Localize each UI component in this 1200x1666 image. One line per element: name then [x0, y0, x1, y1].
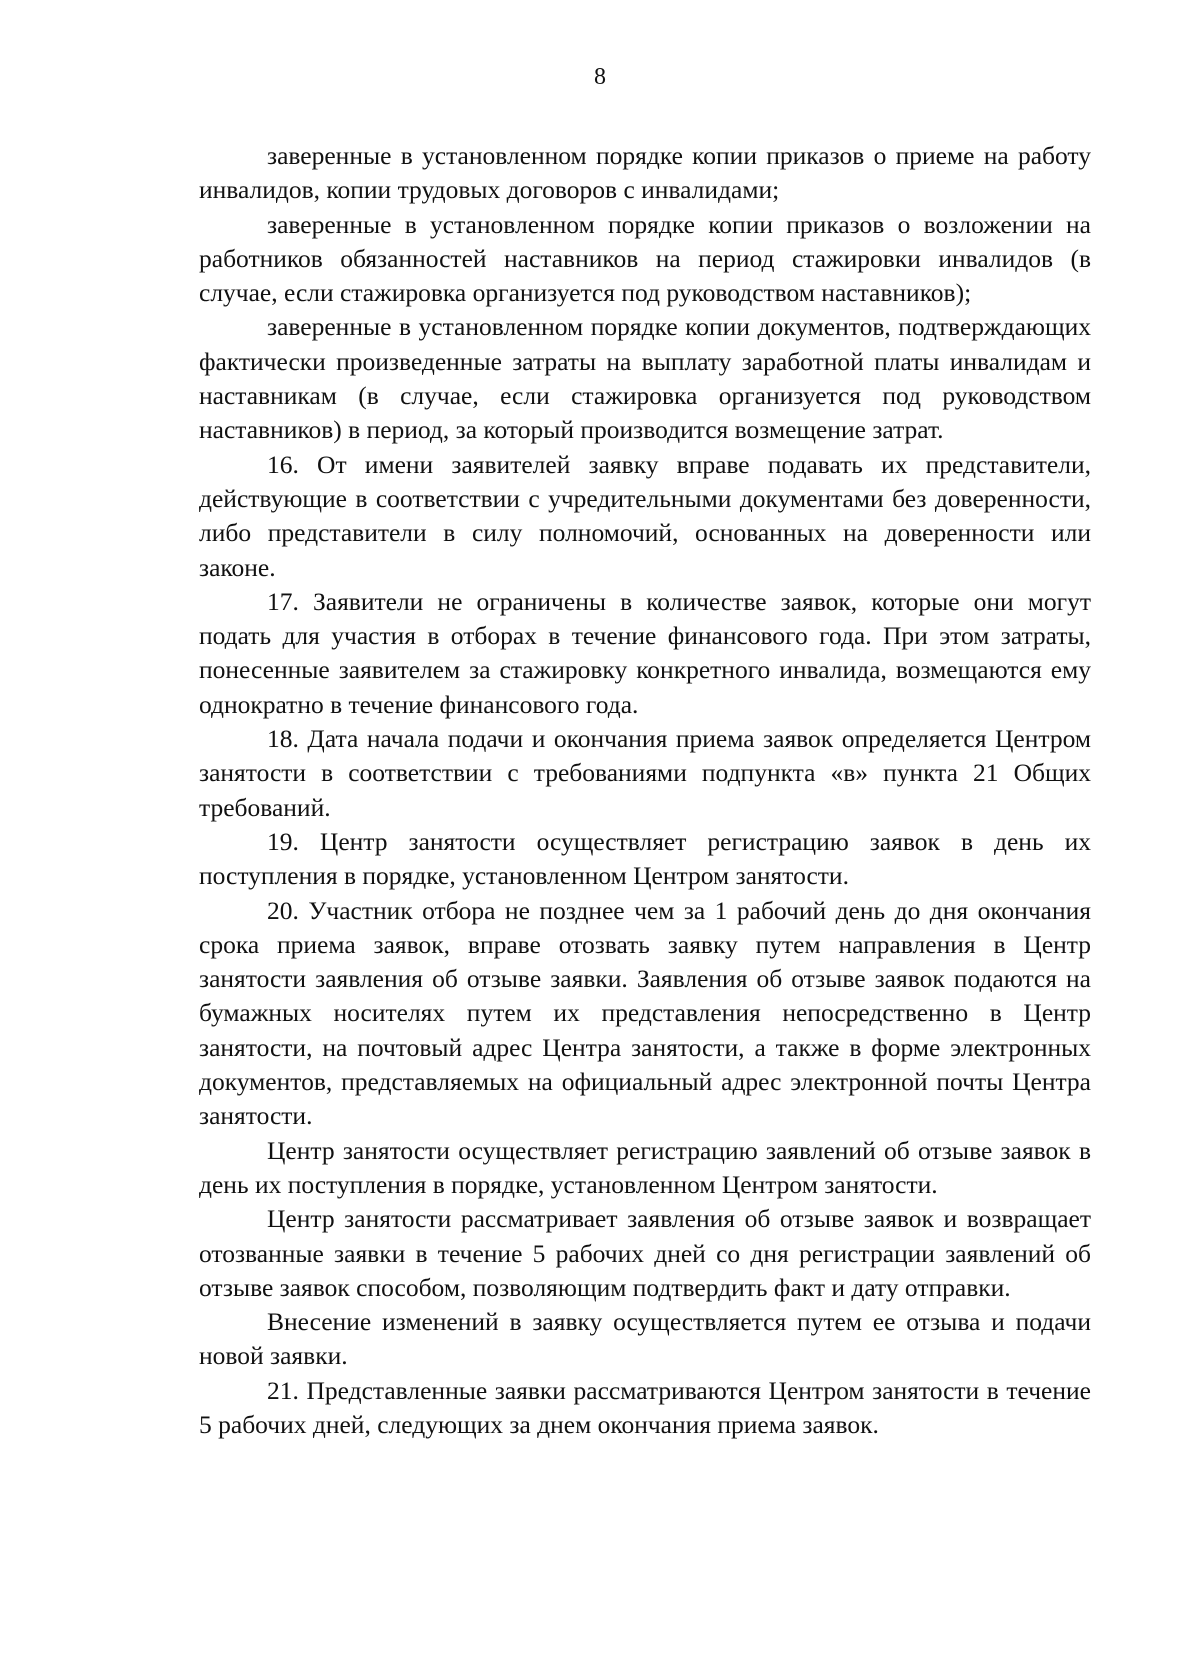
paragraph-expense-documents: заверенные в установленном порядке копии документов, подтверждающих фактически произведенные затраты на выплату заработной платы инвалидам и наставникам (в случае, если стажировка организуется под руководством наставников) в период, за который производится возмещение затрат.	[199, 312, 1091, 445]
paragraph-item-16: 16. От имени заявителей заявку вправе подавать их представители, действующие в соответствии с учредительными документами без доверенности, либо представители в силу полномочий, основанных на доверенности или законе.	[199, 449, 1091, 582]
page-number: 8	[594, 64, 606, 90]
paragraph-mentor-orders: заверенные в установленном порядке копии приказов о возложении на работников обязанностей наставников на период стажировки инвалидов (в случае, если стажировка организуется под руководством наставников);	[199, 209, 1091, 308]
paragraph-withdrawal-review: Центр занятости рассматривает заявления об отзыве заявок и возвращает отозванные заявки в течение 5 рабочих дней со дня регистрации заявлений об отзыве заявок способом, позволяющим подтвердить факт и дату отправки.	[199, 1204, 1091, 1302]
paragraph-item-20: 20. Участник отбора не позднее чем за 1 рабочий день до дня окончания срока приема заявок, вправе отозвать заявку путем направления в Центр занятости заявления об отзыве заявки. Заявления об отзыве заявок подаются на бумажных носителях путем их представления непосредственно в Центр занятости, на почтовый адрес Центра занятости, а также в форме электронных документов, представляемых на официальный адрес электронной почты Центра занятости.	[199, 895, 1091, 1131]
paragraph-item-19: 19. Центр занятости осуществляет регистрацию заявок в день их поступления в порядке, установленном Центром занятости.	[199, 826, 1091, 891]
paragraph-order-copies: заверенные в установленном порядке копии приказов о приеме на работу инвалидов, копии трудовых договоров с инвалидами;	[199, 141, 1091, 205]
paragraph-item-17: 17. Заявители не ограничены в количестве заявок, которые они могут подать для участия в отборах в течение финансового года. При этом затраты, понесенные заявителем за стажировку конкретного инвалида, возмещаются ему однократно в течение финансового года.	[199, 586, 1091, 719]
document-body	[199, 139, 1091, 1442]
paragraph-withdrawal-registration: Центр занятости осуществляет регистрацию заявлений об отзыве заявок в день их поступления в порядке, установленном Центром занятости.	[199, 1135, 1091, 1199]
paragraph-application-changes: Внесение изменений в заявку осуществляется путем ее отзыва и подачи новой заявки.	[199, 1307, 1091, 1371]
paragraph-item-21: 21. Представленные заявки рассматриваются Центром занятости в течение 5 рабочих дней, следующих за днем окончания приема заявок.	[199, 1375, 1091, 1439]
paragraph-item-18: 18. Дата начала подачи и окончания приема заявок определяется Центром занятости в соответствии с требованиями подпункта «в» пункта 21 Общих требований.	[199, 724, 1091, 822]
